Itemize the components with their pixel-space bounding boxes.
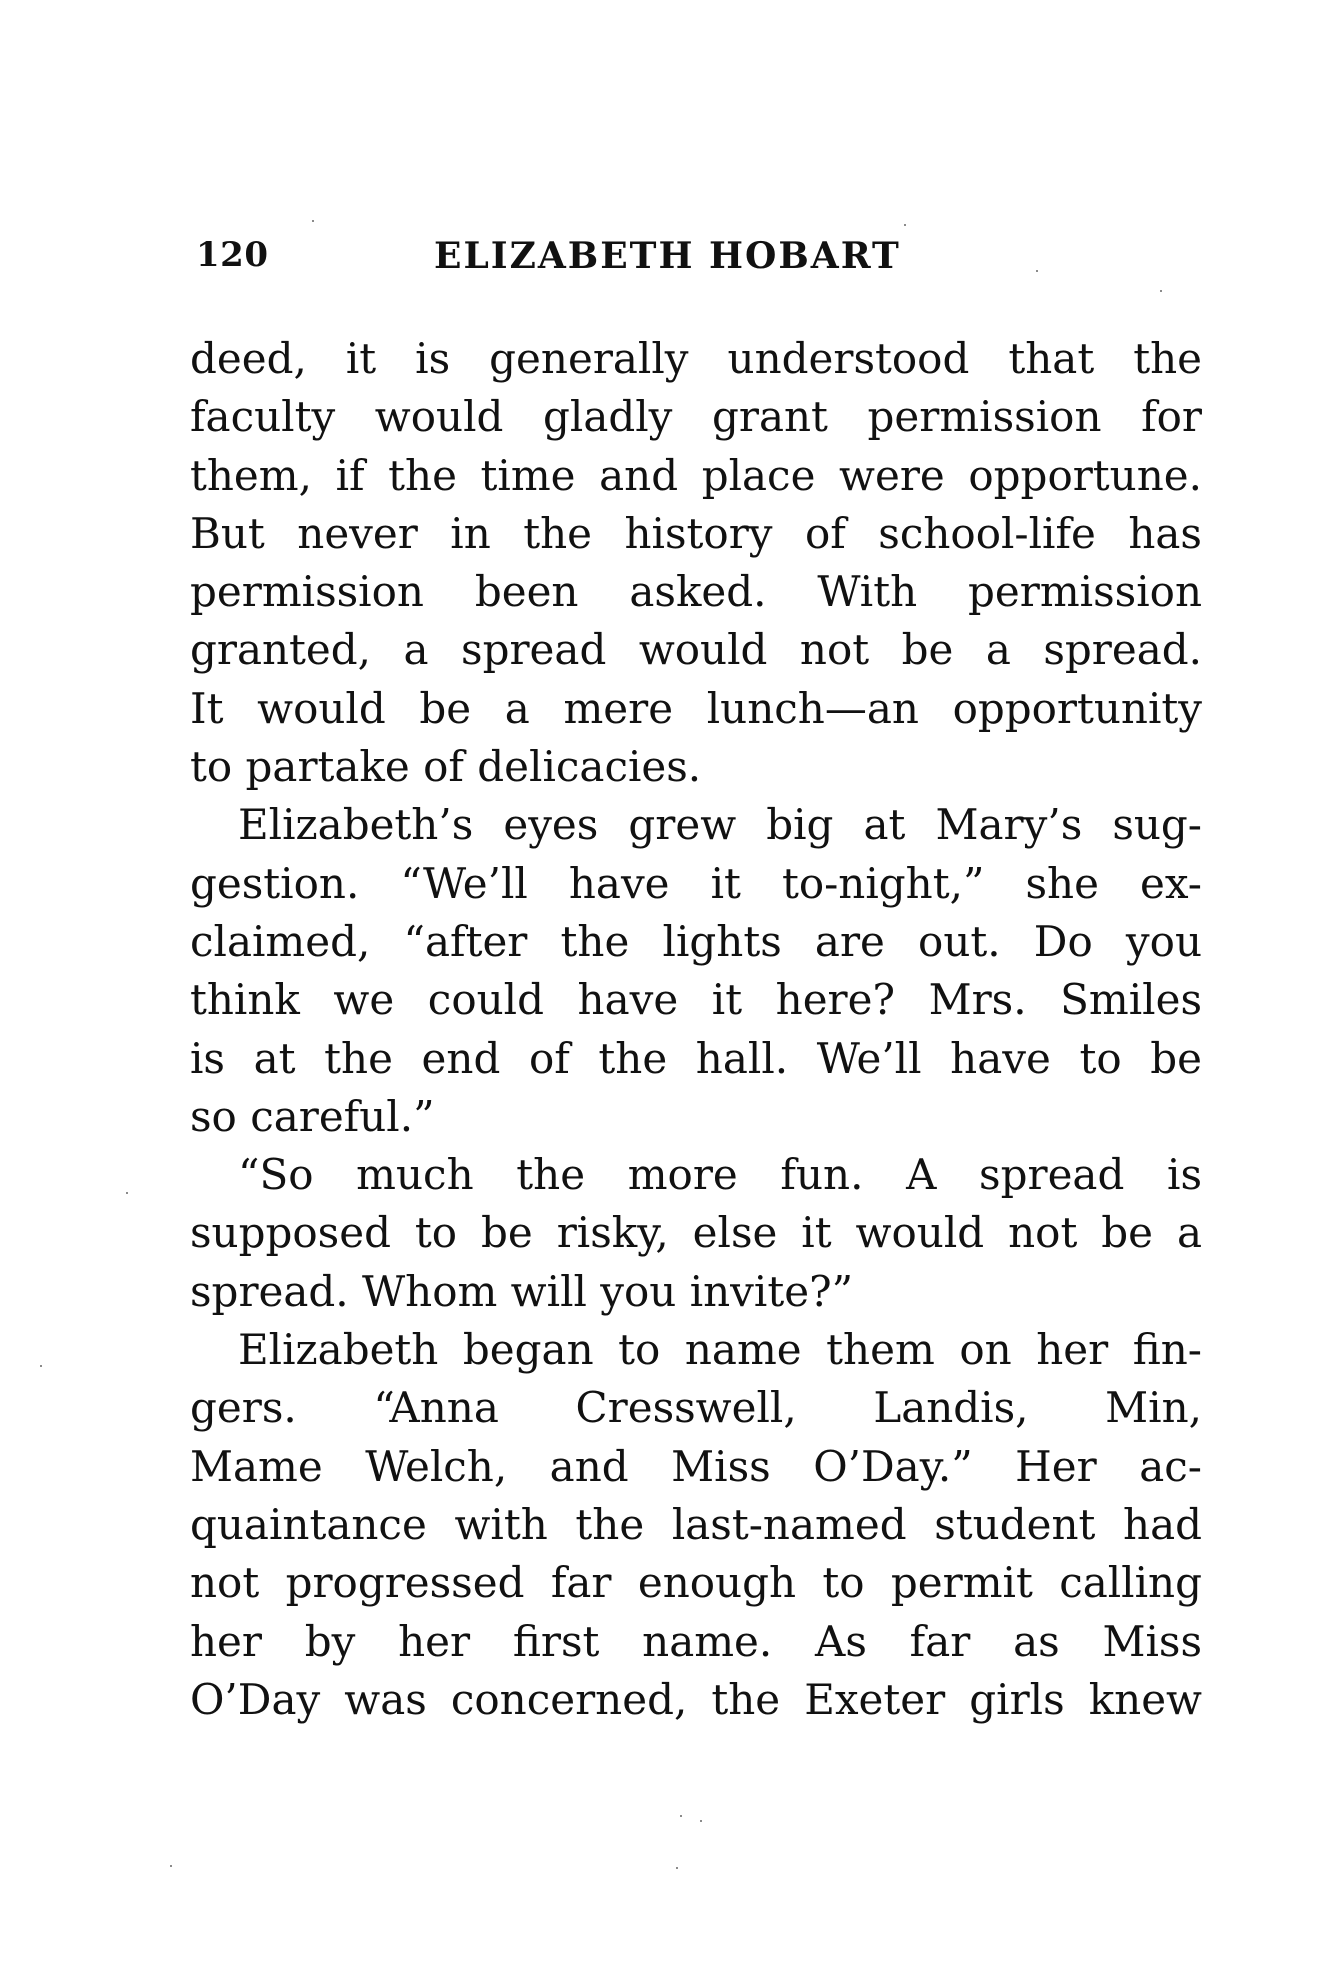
page-number: 120	[196, 235, 269, 275]
text-line: not progressed far enough to permit calling	[190, 1558, 1202, 1608]
text-line: gers. “Anna Cresswell, Landis, Min,	[190, 1383, 1202, 1433]
page-header	[196, 235, 956, 283]
text-line: is at the end of the hall. We’ll have to be	[190, 1033, 1202, 1083]
text-line: quaintance with the last-named student had	[190, 1499, 1202, 1549]
text-line: O’Day was concerned, the Exeter girls knew	[190, 1674, 1202, 1724]
text-line: permission been asked. With permission	[190, 567, 1202, 617]
text-line: supposed to be risky, else it would not be a	[190, 1208, 1202, 1258]
text-line: faculty would gladly grant permission for	[190, 392, 1202, 442]
scan-speck	[312, 220, 314, 222]
scan-speck	[126, 1192, 128, 1194]
text-line: claimed, “after the lights are out. Do you	[190, 916, 1202, 966]
text-line: gestion. “We’ll have it to-night,” she ex-	[190, 858, 1202, 908]
scan-speck	[680, 1815, 682, 1817]
scan-speck	[700, 1820, 702, 1822]
text-line: them, if the time and place were opportune.	[190, 450, 1202, 500]
scan-speck	[904, 224, 906, 226]
scan-speck	[170, 1865, 172, 1867]
scan-speck	[1036, 270, 1038, 272]
scan-speck	[676, 1867, 678, 1869]
text-line: to partake of delicacies.	[190, 742, 702, 792]
text-line: so careful.”	[190, 1091, 435, 1141]
scan-speck	[1160, 290, 1162, 292]
text-line: Mame Welch, and Miss O’Day.” Her ac-	[190, 1441, 1202, 1491]
text-line: deed, it is generally understood that the	[190, 334, 1202, 383]
body-text	[190, 330, 1202, 1729]
text-line: spread. Whom will you invite?”	[190, 1266, 854, 1316]
text-line: granted, a spread would not be a spread.	[190, 625, 1202, 675]
paragraph-start-line: Elizabeth’s eyes grew big at Mary’s sug-	[238, 800, 1202, 850]
scan-speck	[40, 1365, 42, 1367]
paragraph-start-line: “So much the more fun. A spread is	[238, 1150, 1202, 1200]
paragraph-start-line: Elizabeth began to name them on her fin-	[238, 1325, 1202, 1375]
text-line: her by her first name. As far as Miss	[190, 1616, 1202, 1666]
text-line: But never in the history of school-life has	[190, 508, 1202, 558]
text-line: It would be a mere lunch—an opportunity	[190, 683, 1202, 733]
running-title: ELIZABETH HOBART	[434, 235, 901, 277]
text-line: think we could have it here? Mrs. Smiles	[190, 975, 1202, 1025]
